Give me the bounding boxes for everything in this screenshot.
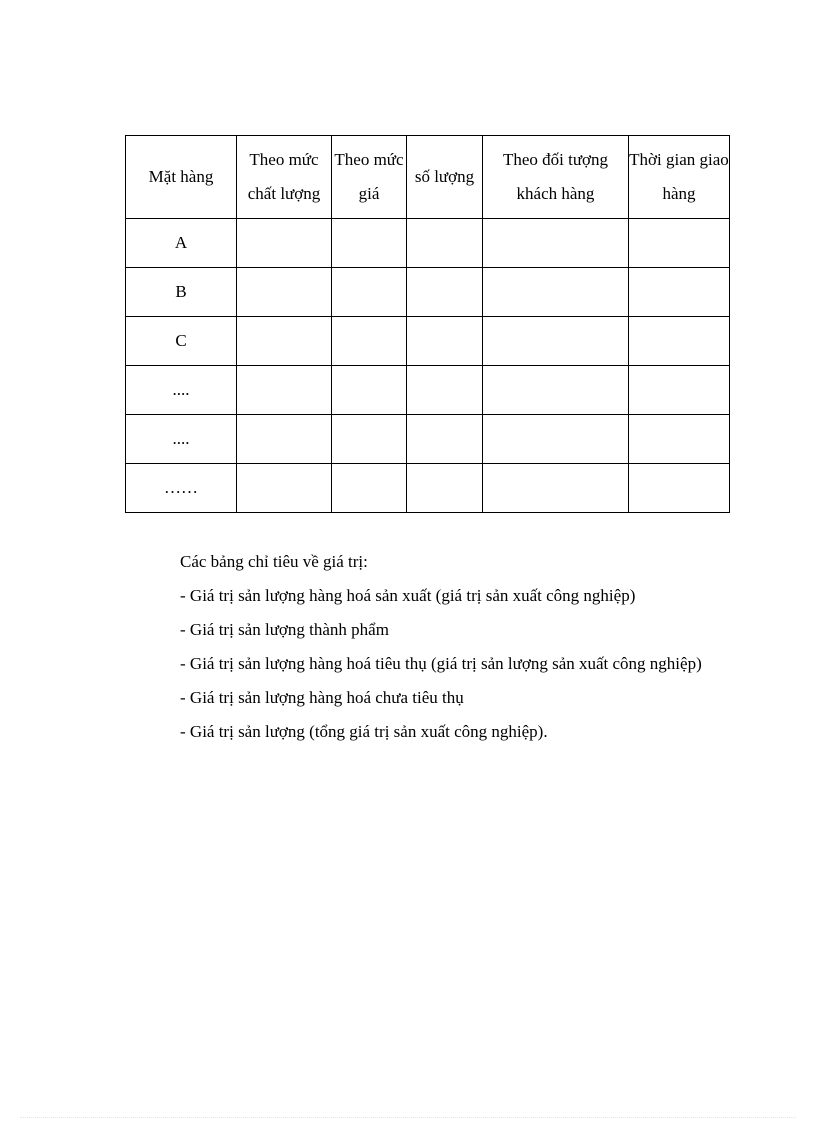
paragraph-bullet: - Giá trị sản lượng thành phẩm xyxy=(180,620,389,639)
paragraph-bullet: - Giá trị sản lượng hàng hoá sản xuất (giá trị sản xuất công nghiệp) xyxy=(180,586,636,605)
table-cell-item: A xyxy=(126,219,237,268)
header-muc-gia: Theo mức giá xyxy=(332,136,407,219)
table-cell-item: …… xyxy=(126,464,237,513)
paragraph-bullet: - Giá trị sản lượng hàng hoá chưa tiêu thụ xyxy=(180,688,464,707)
table-cell-item: B xyxy=(126,268,237,317)
table-cell xyxy=(629,219,730,268)
table-row xyxy=(126,268,730,317)
table-cell xyxy=(407,464,483,513)
table-cell xyxy=(483,366,629,415)
table-cell xyxy=(483,268,629,317)
paragraph-intro: Các bảng chỉ tiêu về giá trị: xyxy=(180,552,368,571)
table-cell xyxy=(483,219,629,268)
paragraph-bullet: - Giá trị sản lượng (tổng giá trị sản xuất công nghiệp). xyxy=(180,722,548,741)
table-cell xyxy=(332,219,407,268)
table-cell xyxy=(407,366,483,415)
table-cell xyxy=(407,415,483,464)
table-cell-item: .... xyxy=(126,415,237,464)
table-cell xyxy=(332,366,407,415)
table-row xyxy=(126,415,730,464)
table-cell xyxy=(332,415,407,464)
table-cell xyxy=(407,268,483,317)
table-cell xyxy=(237,219,332,268)
table-cell xyxy=(629,415,730,464)
table-cell xyxy=(407,317,483,366)
table-row xyxy=(126,366,730,415)
header-thoi-gian: Thời gian giao hàng xyxy=(629,136,730,219)
table-cell xyxy=(237,415,332,464)
table-header-row xyxy=(126,136,730,219)
header-chat-luong: Theo mức chất lượng xyxy=(237,136,332,219)
table-cell xyxy=(629,317,730,366)
table-cell xyxy=(483,317,629,366)
table-row xyxy=(126,464,730,513)
table-cell xyxy=(483,464,629,513)
header-khach-hang: Theo đối tượng khách hàng xyxy=(483,136,629,219)
table-row xyxy=(126,317,730,366)
criteria-table xyxy=(125,135,730,513)
body-text xyxy=(130,545,722,749)
header-so-luong: số lượng xyxy=(407,136,483,219)
table-cell-item: .... xyxy=(126,366,237,415)
table-cell xyxy=(237,366,332,415)
table-cell xyxy=(237,317,332,366)
table-cell xyxy=(629,366,730,415)
table-cell xyxy=(332,317,407,366)
table-cell xyxy=(332,464,407,513)
table-cell xyxy=(407,219,483,268)
header-mat-hang: Mặt hàng xyxy=(126,136,237,219)
table-cell xyxy=(629,464,730,513)
table-cell xyxy=(483,415,629,464)
page-bottom-divider xyxy=(20,1117,796,1118)
table-cell xyxy=(629,268,730,317)
table-cell xyxy=(237,464,332,513)
paragraph-bullet: - Giá trị sản lượng hàng hoá tiêu thụ (giá trị sản lượng sản xuất công nghiệp) xyxy=(180,654,702,673)
table-cell xyxy=(332,268,407,317)
table-row xyxy=(126,219,730,268)
table-cell xyxy=(237,268,332,317)
table-cell-item: C xyxy=(126,317,237,366)
